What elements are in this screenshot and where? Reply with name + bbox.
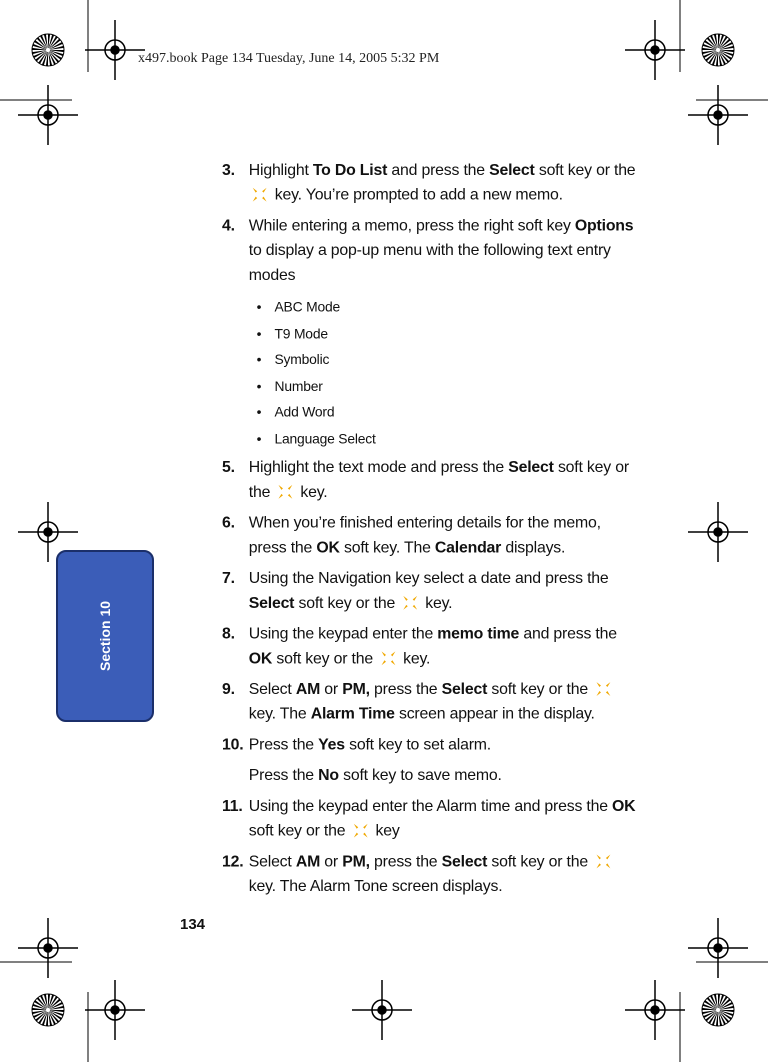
nav-key-icon	[401, 594, 419, 610]
text-entry-modes-list	[222, 294, 642, 452]
nav-key-icon	[352, 822, 370, 838]
nav-key-icon	[251, 186, 269, 202]
starburst-target	[702, 34, 734, 66]
list-item: • Add Word	[249, 399, 642, 425]
step-8: 8. Using the keypad enter the memo time and press the OK soft key or the key.	[222, 625, 617, 668]
registration-crosshair	[625, 980, 685, 1040]
starburst-target	[702, 994, 734, 1026]
section-tab-label: Section 10	[97, 600, 113, 672]
registration-crosshair	[625, 20, 685, 80]
print-header-stamp: x497.book Page 134 Tuesday, June 14, 2005 5:32 PM	[138, 51, 440, 66]
step-5: 5. Highlight the text mode and press the Select soft key or the key.	[222, 459, 629, 501]
page-number: 134	[180, 916, 206, 933]
starburst-target	[32, 994, 64, 1026]
registration-crosshair	[688, 918, 748, 978]
nav-key-icon	[276, 483, 294, 499]
registration-crosshair	[18, 85, 78, 145]
step-3: 3. Highlight To Do List and press the Select soft key or the key. You’re prompted to add a new memo.	[222, 161, 636, 204]
step-9: 9. Select AM or PM, press the Select soft key or the key. The Alarm Time screen appear in the display.	[222, 677, 642, 727]
instructions	[222, 158, 642, 905]
section-tab	[56, 550, 154, 722]
step-4: 4. While entering a memo, press the right soft key Options to display a pop-up menu with the following text entry modes	[222, 217, 634, 284]
registration-crosshair	[85, 20, 145, 80]
step-12: 12. Select AM or PM, press the Select soft key or the key. The Alarm Tone screen displays.	[222, 850, 642, 900]
registration-crosshair	[352, 980, 412, 1040]
list-item: • T9 Mode	[249, 320, 642, 346]
step-11: 11. Using the keypad enter the Alarm time and press the OK soft key or the key	[222, 798, 636, 840]
registration-crosshair	[688, 502, 748, 562]
starburst-target	[32, 34, 64, 66]
list-item: • Symbolic	[249, 346, 642, 372]
nav-key-icon	[594, 680, 612, 696]
step-10-alternative: Press the No soft key to save memo.	[248, 767, 502, 785]
list-item: • ABC Mode	[249, 294, 642, 320]
step-6: 6. When you’re finished entering details for the memo, press the OK soft key. The Calendar displays.	[222, 514, 601, 557]
nav-key-icon	[594, 852, 612, 868]
step-10: 10. Press the Yes soft key to set alarm.	[222, 736, 491, 754]
list-item: • Number	[249, 372, 642, 398]
nav-key-icon	[379, 649, 397, 665]
registration-crosshair	[85, 980, 145, 1040]
registration-crosshair	[18, 918, 78, 978]
list-item: • Language Select	[249, 425, 642, 451]
registration-crosshair	[688, 85, 748, 145]
step-7: 7. Using the Navigation key select a date and press the Select soft key or the key.	[222, 570, 609, 612]
